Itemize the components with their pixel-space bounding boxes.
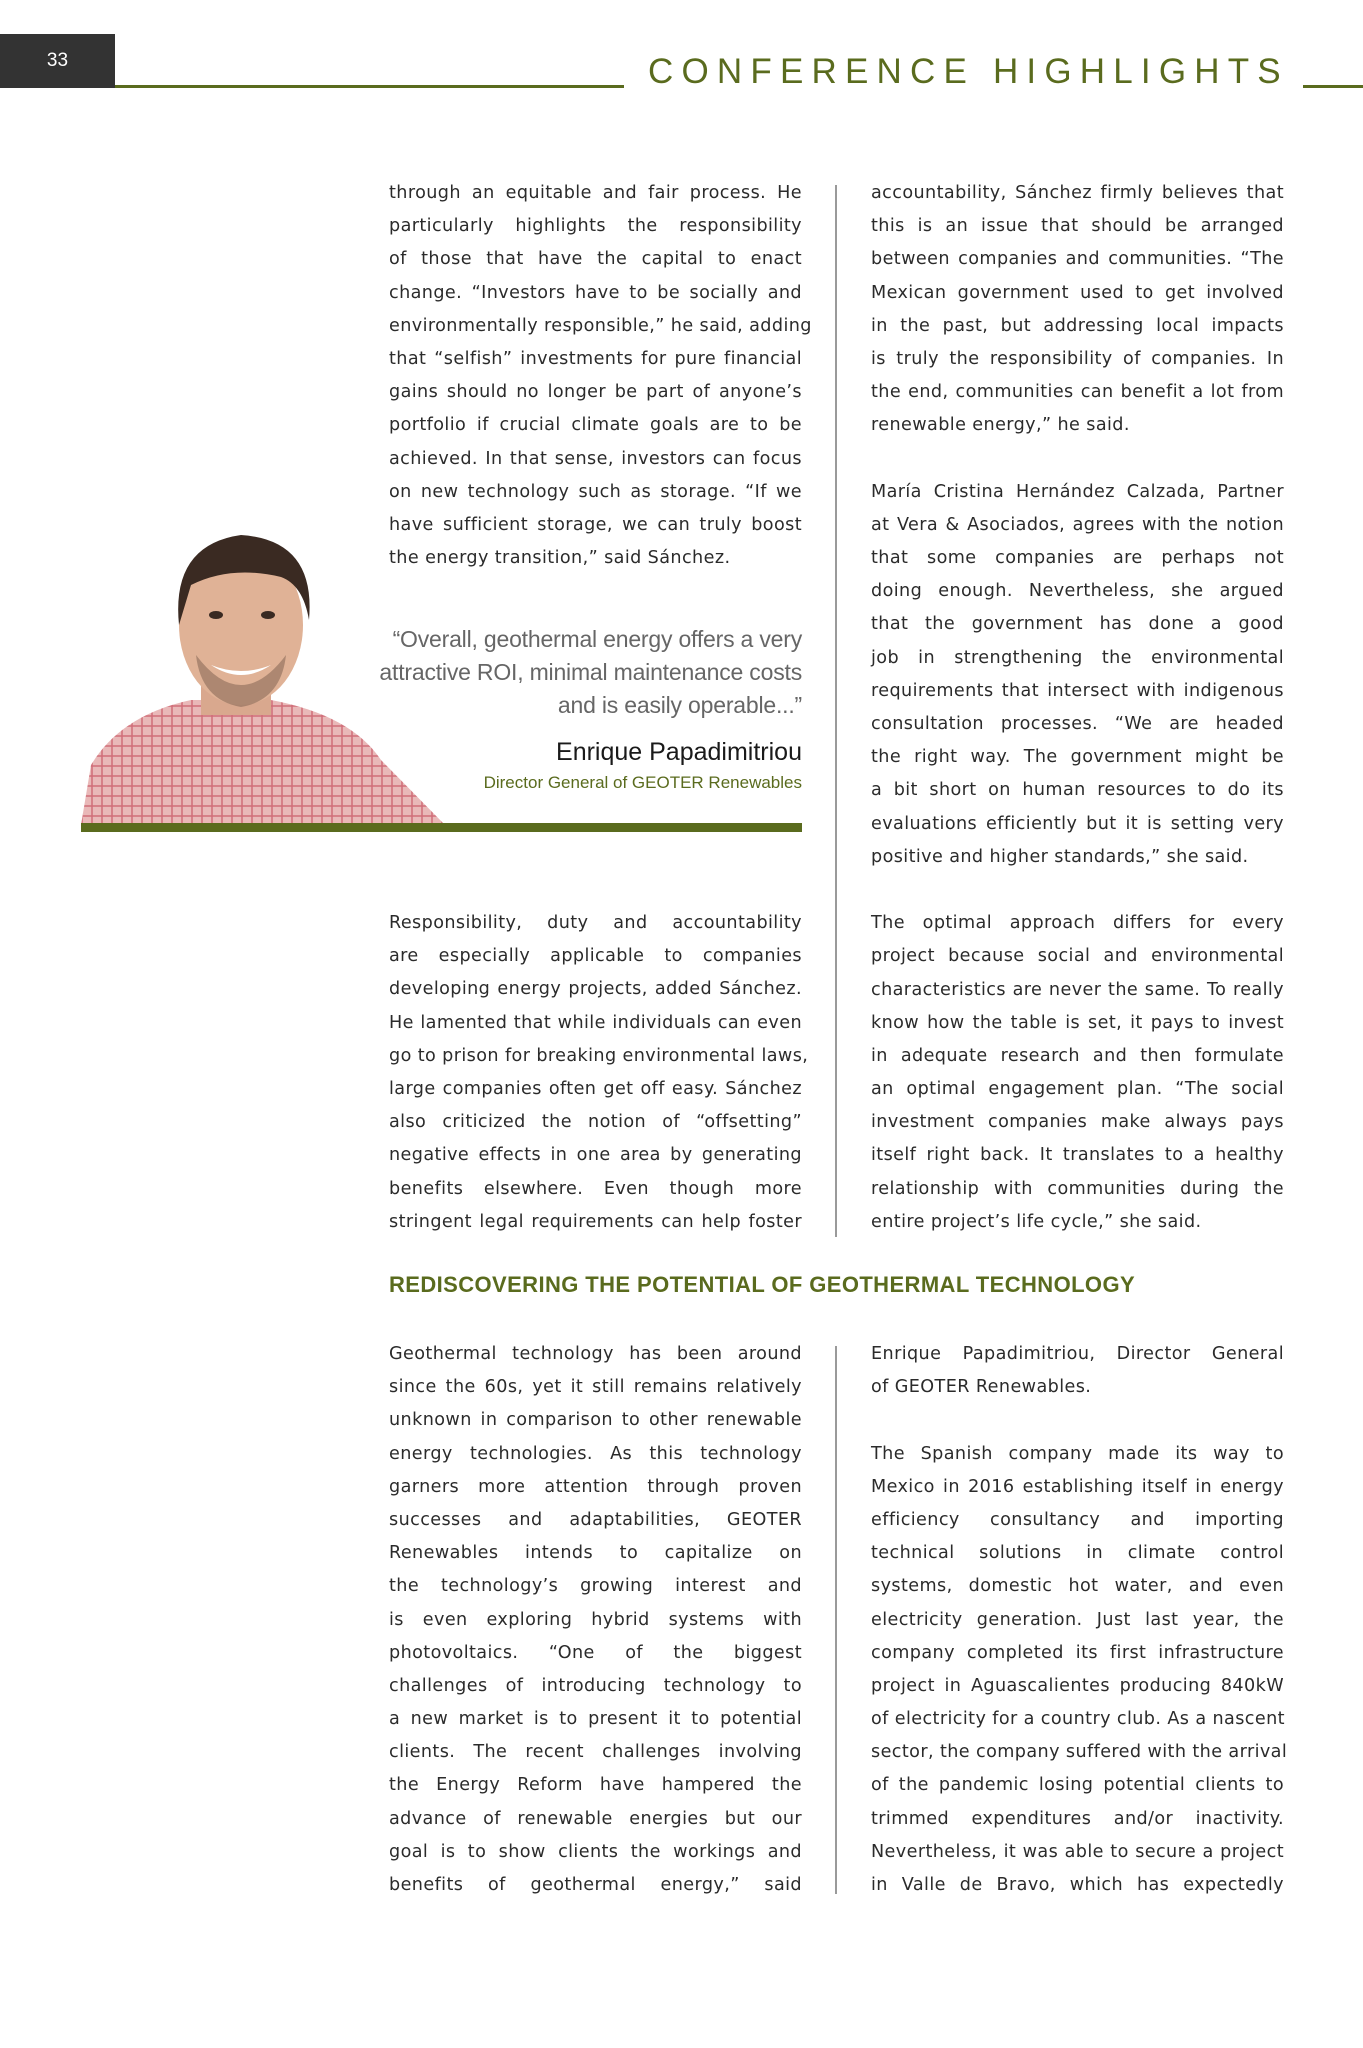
text-line: a new market is to present it to potential: [389, 1709, 802, 1730]
text-line: accountability, Sánchez firmly believes that: [871, 183, 1284, 203]
text-line: sector, the company suffered with the arrival: [871, 1742, 1288, 1763]
text-line: an optimal engagement plan. “The social: [871, 1079, 1284, 1100]
text-line: large companies often get off easy. Sánchez: [389, 1078, 802, 1099]
text-line: on new technology such as storage. “If we: [389, 481, 802, 502]
text-line: renewable energy,” he said.: [871, 415, 1130, 436]
text-line: Geothermal technology has been around: [389, 1344, 802, 1364]
text-line: Responsibility, duty and accountability: [389, 913, 802, 933]
text-line: that some companies are perhaps not: [871, 548, 1284, 569]
text-line: know how the table is set, it pays to invest: [871, 1012, 1284, 1033]
text-line: María Cristina Hernández Calzada, Partner: [871, 481, 1284, 502]
text-line: of the pandemic losing potential clients to: [871, 1775, 1284, 1796]
column-right-bottom: [871, 1338, 1288, 1902]
text-line: technical solutions in climate control: [871, 1543, 1284, 1564]
column-left-mid: [389, 907, 809, 1239]
column-right-top: [871, 177, 1284, 1239]
text-line: goal is to show clients the workings and: [389, 1841, 802, 1862]
text-line: in adequate research and then formulate: [871, 1045, 1284, 1066]
text-line: particularly highlights the responsibility: [389, 216, 802, 237]
text-line: challenges of introducing technology to: [389, 1675, 802, 1696]
section-heading: REDISCOVERING THE POTENTIAL OF GEOTHERMAL TECHNOLOGY: [389, 1272, 1136, 1297]
text-line: trimmed expenditures and/or inactivity.: [871, 1808, 1284, 1829]
text-line: is truly the responsibility of companies. In: [871, 348, 1284, 369]
text-line: relationship with communities during the: [871, 1178, 1284, 1199]
pull-quote-line: attractive ROI, minimal maintenance costs: [379, 659, 802, 685]
text-line: efficiency consultancy and importing: [871, 1509, 1284, 1530]
quote-accent-bar: [81, 823, 802, 832]
pull-quote-line: and is easily operable...”: [557, 692, 802, 718]
text-line: at Vera & Asociados, agrees with the notion: [871, 514, 1284, 535]
text-line: systems, domestic hot water, and even: [871, 1576, 1284, 1597]
text-line: gains should no longer be part of anyone’s: [389, 382, 802, 403]
text-line: in Valle de Bravo, which has expectedly: [871, 1875, 1284, 1895]
text-line: a bit short on human resources to do its: [871, 780, 1284, 801]
text-line: since the 60s, yet it still remains relatively: [389, 1377, 802, 1398]
paragraph-gap: [871, 1404, 1284, 1437]
text-line: electricity generation. Just last year, the: [871, 1609, 1284, 1630]
pull-quote-line: “Overall, geothermal energy offers a very: [392, 626, 802, 652]
text-line: the right way. The government might be: [871, 747, 1284, 768]
section-title: CONFERENCE HIGHLIGHTS: [648, 52, 1289, 91]
text-line: benefits elsewhere. Even though more: [389, 1178, 802, 1199]
text-line: go to prison for breaking environmental laws,: [389, 1045, 809, 1066]
text-line: have sufficient storage, we can truly boost: [389, 514, 802, 535]
text-line: evaluations efficiently but it is setting very: [871, 813, 1284, 834]
text-line: Nevertheless, it was able to secure a project: [871, 1841, 1284, 1862]
header-rule-left: [115, 85, 624, 88]
text-line: stringent legal requirements can help foster: [389, 1211, 802, 1232]
text-line: are especially applicable to companies: [389, 946, 802, 967]
paragraph-gap: [871, 443, 1284, 476]
column-left-top: [389, 177, 812, 575]
text-line: is even exploring hybrid systems with: [389, 1609, 802, 1630]
text-line: doing enough. Nevertheless, she argued: [871, 581, 1284, 602]
text-line: that the government has done a good: [871, 614, 1284, 635]
text-line: unknown in comparison to other renewable: [389, 1410, 802, 1431]
page-number: 33: [0, 34, 115, 88]
text-line: successes and adaptabilities, GEOTER: [389, 1509, 802, 1530]
text-line: job in strengthening the environmental: [871, 647, 1284, 668]
text-line: of those that have the capital to enact: [389, 249, 802, 270]
text-line: developing energy projects, added Sánchez.: [389, 979, 802, 1000]
pull-quote: [379, 623, 802, 722]
text-line: benefits of geothermal energy,” said: [389, 1875, 802, 1895]
text-line: garners more attention through proven: [389, 1476, 802, 1497]
text-line: environmentally responsible,” he said, adding: [389, 315, 812, 336]
text-line: company completed its first infrastructure: [871, 1642, 1284, 1663]
text-line: between companies and communities. “The: [871, 249, 1284, 270]
column-divider: [835, 185, 837, 1237]
header-rule-right: [1303, 85, 1363, 88]
text-line: the end, communities can benefit a lot from: [871, 382, 1284, 403]
text-line: this is an issue that should be arranged: [871, 216, 1284, 237]
text-line: of GEOTER Renewables.: [871, 1377, 1092, 1398]
text-line: itself right back. It translates to a healthy: [871, 1145, 1284, 1166]
column-divider: [835, 1346, 837, 1894]
text-line: energy technologies. As this technology: [389, 1443, 802, 1464]
text-line: entire project’s life cycle,” she said.: [871, 1211, 1202, 1232]
text-line: portfolio if crucial climate goals are to be: [389, 415, 802, 436]
text-line: change. “Investors have to be socially and: [389, 282, 802, 303]
quote-author-title: Director General of GEOTER Renewables: [483, 773, 802, 792]
text-line: achieved. In that sense, investors can focus: [389, 448, 802, 469]
text-line: consultation processes. “We are headed: [871, 714, 1284, 734]
text-line: He lamented that while individuals can even: [389, 1012, 802, 1033]
text-line: the Energy Reform have hampered the: [389, 1775, 802, 1796]
text-line: that “selfish” investments for pure financial: [389, 348, 802, 369]
text-line: the energy transition,” said Sánchez.: [389, 548, 731, 569]
column-left-bottom: [389, 1338, 802, 1902]
text-line: requirements that intersect with indigenous: [871, 680, 1284, 701]
text-line: characteristics are never the same. To really: [871, 979, 1284, 1000]
text-line: positive and higher standards,” she said.: [871, 846, 1249, 867]
text-line: photovoltaics. “One of the biggest: [389, 1642, 802, 1663]
text-line: advance of renewable energies but our: [389, 1808, 802, 1829]
text-line: Enrique Papadimitriou, Director General: [871, 1344, 1284, 1364]
text-line: in the past, but addressing local impacts: [871, 315, 1284, 336]
text-line: project because social and environmental: [871, 946, 1284, 967]
text-line: Mexican government used to get involved: [871, 282, 1284, 303]
paragraph-gap: [871, 874, 1284, 907]
text-line: through an equitable and fair process. He: [389, 183, 802, 203]
text-line: project in Aguascalientes producing 840kW: [871, 1675, 1284, 1696]
text-line: Renewables intends to capitalize on: [389, 1543, 802, 1564]
text-line: negative effects in one area by generating: [389, 1145, 802, 1166]
text-line: the technology’s growing interest and: [389, 1576, 802, 1597]
text-line: of electricity for a country club. As a nascent: [871, 1709, 1285, 1730]
text-line: The Spanish company made its way to: [871, 1443, 1284, 1464]
quote-author-name: Enrique Papadimitriou: [556, 738, 802, 766]
text-line: The optimal approach differs for every: [871, 913, 1284, 934]
text-line: also criticized the notion of “offsetting”: [389, 1112, 802, 1133]
text-line: investment companies make always pays: [871, 1112, 1284, 1133]
text-line: clients. The recent challenges involving: [389, 1742, 802, 1763]
text-line: Mexico in 2016 establishing itself in energy: [871, 1476, 1284, 1497]
